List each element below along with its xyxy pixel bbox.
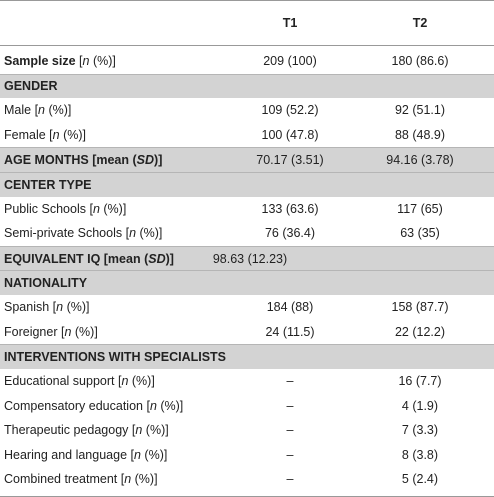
- cell-t1: 184 (88): [266, 300, 314, 315]
- cell-t2: 8 (3.8): [401, 447, 439, 462]
- table-row-educational-support: [0, 369, 494, 394]
- row-label: [4, 418, 169, 443]
- table-row-combined-treatment: [0, 467, 494, 492]
- table-header-row: [0, 0, 494, 45]
- cell-t2: 117 (65): [397, 201, 443, 216]
- unit-suffix: (%)]: [99, 201, 127, 216]
- unit-suffix: (%)]: [140, 447, 168, 462]
- cell-t2: 4 (1.9): [401, 398, 439, 413]
- section-row-center-type: [0, 172, 494, 197]
- unit-suffix: (%)]: [63, 300, 90, 315]
- row-label: [4, 221, 162, 246]
- row-label: [4, 443, 167, 468]
- unit-prefix: [: [128, 423, 136, 438]
- unit-italic: n: [124, 472, 132, 487]
- cell-t2: 94.16 (3.78): [386, 153, 454, 168]
- unit-italic: n: [135, 423, 143, 438]
- row-label-text: Compensatory education: [4, 398, 143, 413]
- unit-italic: n: [149, 398, 157, 413]
- unit-suffix: (%)]: [59, 128, 86, 143]
- unit-italic: n: [56, 300, 64, 315]
- row-label-text: Spanish: [4, 300, 50, 315]
- row-label: [4, 320, 98, 345]
- cell-t2: 158 (87.7): [391, 300, 449, 315]
- row-label: [4, 369, 155, 394]
- unit-prefix: [: [75, 54, 83, 69]
- cell-t1: 24 (11.5): [265, 324, 315, 339]
- cell-t2: 16 (7.7): [398, 374, 442, 389]
- cell-t1: 100 (47.8): [261, 128, 319, 143]
- table-row-semi-private-schools: [0, 221, 494, 246]
- section-label-italic: SD: [148, 251, 166, 266]
- unit-prefix: [: [86, 201, 93, 216]
- unit-prefix: [: [127, 447, 134, 462]
- table-row-female: [0, 123, 494, 148]
- row-label-text: Sample size: [4, 54, 76, 69]
- unit-suffix: (%)]: [142, 423, 169, 438]
- section-label: [4, 247, 174, 271]
- unit-italic: n: [129, 226, 137, 241]
- row-label: [4, 197, 126, 222]
- table-row-therapeutic-pedagogy: [0, 418, 494, 443]
- section-row-age: [0, 147, 494, 172]
- cell-t1: 133 (63.6): [261, 201, 319, 216]
- cell-t1: –: [286, 472, 294, 487]
- section-label-suffix: )]: [165, 251, 174, 266]
- row-label: [4, 123, 86, 148]
- section-row-nationality: [0, 270, 494, 295]
- column-header-t2: T2: [412, 15, 428, 30]
- unit-italic: n: [121, 374, 129, 389]
- section-label: GENDER: [4, 79, 58, 94]
- unit-italic: n: [82, 54, 90, 69]
- section-label: CENTER TYPE: [4, 177, 92, 192]
- unit-suffix: (%)]: [131, 472, 158, 487]
- unit-suffix: (%)]: [45, 103, 72, 118]
- table-row-male: [0, 98, 494, 123]
- unit-suffix: (%)]: [89, 54, 116, 69]
- row-label-text: Foreigner: [4, 324, 58, 339]
- section-label-italic: SD: [136, 153, 155, 168]
- row-label-text: Educational support: [4, 374, 115, 389]
- table-row-compensatory-education: [0, 393, 494, 418]
- row-label-text: Hearing and language: [4, 447, 128, 462]
- cell-t1: –: [286, 423, 294, 438]
- row-label: [4, 295, 89, 320]
- cell-t2: 22 (12.2): [394, 324, 446, 339]
- section-row-equivalent-iq: [0, 246, 494, 271]
- unit-italic: n: [38, 103, 45, 118]
- unit-prefix: [: [114, 374, 122, 389]
- section-label: INTERVENTIONS WITH SPECIALISTS: [4, 349, 227, 364]
- unit-prefix: [: [57, 324, 65, 339]
- unit-prefix: [: [45, 128, 53, 143]
- row-label-text: Therapeutic pedagogy: [4, 423, 129, 438]
- row-label-text: Female: [4, 128, 46, 143]
- section-row-interventions: [0, 344, 494, 369]
- cell-iq-value: 98.63 (12.23): [212, 251, 288, 266]
- table-row-sample-size: [0, 49, 494, 74]
- section-label-suffix: )]: [154, 153, 163, 168]
- unit-italic: n: [52, 128, 60, 143]
- table-bottom-rule: [0, 492, 494, 497]
- cell-t1: –: [286, 374, 294, 389]
- row-label-text: Public Schools: [4, 201, 86, 216]
- row-label: [4, 467, 158, 492]
- unit-suffix: (%)]: [136, 226, 163, 241]
- unit-suffix: (%)]: [128, 374, 155, 389]
- section-label-text: AGE MONTHS [mean (: [4, 153, 137, 168]
- row-label-text: Combined treatment: [4, 472, 118, 487]
- row-label-text: Male: [4, 103, 32, 118]
- table-row-foreigner: [0, 320, 494, 345]
- cell-t2: 88 (48.9): [394, 128, 446, 143]
- unit-suffix: (%)]: [71, 324, 98, 339]
- section-row-gender: [0, 74, 494, 99]
- unit-italic: n: [64, 324, 72, 339]
- unit-italic: n: [133, 447, 141, 462]
- row-label: [4, 393, 183, 418]
- cell-t1: 70.17 (3.51): [256, 153, 324, 168]
- table-row-hearing-and-language: [0, 443, 494, 468]
- cell-t1: 109 (52.2): [261, 103, 319, 118]
- cell-t2: 63 (35): [400, 226, 440, 241]
- unit-prefix: [: [31, 103, 39, 118]
- cell-t2: 5 (2.4): [401, 472, 439, 487]
- unit-prefix: [: [122, 226, 130, 241]
- cell-t1: 209 (100): [263, 54, 317, 69]
- cell-t2: 92 (51.1): [394, 103, 446, 118]
- cell-t2: 180 (86.6): [391, 54, 449, 69]
- unit-prefix: [: [117, 472, 125, 487]
- cell-t2: 7 (3.3): [401, 423, 439, 438]
- unit-italic: n: [92, 201, 100, 216]
- cell-t1: 76 (36.4): [264, 226, 316, 241]
- table-row-spanish: [0, 295, 494, 320]
- row-label: [4, 49, 116, 74]
- section-label-text: EQUIVALENT IQ [mean (: [4, 251, 149, 266]
- unit-prefix: [: [142, 398, 150, 413]
- unit-prefix: [: [49, 300, 57, 315]
- cell-t1: –: [286, 447, 294, 462]
- cell-t1: –: [286, 398, 294, 413]
- column-header-t1: T1: [282, 15, 298, 30]
- section-label: [4, 148, 162, 172]
- row-label-text: Semi-private Schools: [4, 226, 123, 241]
- unit-suffix: (%)]: [156, 398, 184, 413]
- section-label: NATIONALITY: [4, 276, 88, 291]
- row-label: [4, 98, 71, 123]
- table-row-public-schools: [0, 197, 494, 222]
